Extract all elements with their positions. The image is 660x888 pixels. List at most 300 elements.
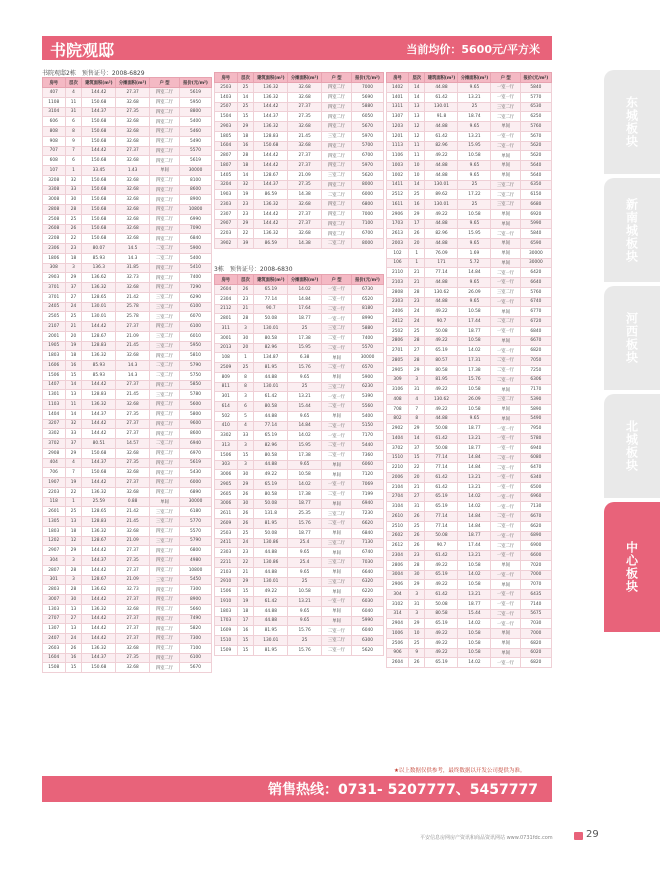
table-cell: 5770 bbox=[180, 517, 212, 527]
table-cell: 144.42 bbox=[254, 209, 288, 219]
table-cell: 37 bbox=[65, 439, 82, 449]
table-cell: 三室二厅 bbox=[491, 287, 520, 297]
table-cell: 32.68 bbox=[116, 117, 150, 127]
table-cell: 2906 bbox=[387, 580, 409, 590]
table-cell: 四室二厅 bbox=[150, 214, 180, 224]
table-cell: 9600 bbox=[180, 419, 212, 429]
table-cell: 8000 bbox=[352, 180, 384, 190]
table-cell: 7090 bbox=[180, 224, 212, 234]
table-cell: 四室二厅 bbox=[150, 624, 180, 634]
table-cell: 6900 bbox=[520, 541, 551, 551]
table-cell: 14.38 bbox=[288, 190, 322, 200]
table-cell: 6350 bbox=[520, 180, 551, 190]
table-cell: 16 bbox=[65, 653, 82, 663]
table-cell: 四室二厅 bbox=[150, 458, 180, 468]
table-cell: 150.68 bbox=[82, 663, 116, 673]
table-row bbox=[43, 536, 212, 546]
table-cell: 2805 bbox=[387, 356, 409, 366]
table-cell: 30000 bbox=[180, 497, 212, 507]
column-header: 分摊面积(m²) bbox=[288, 275, 322, 285]
table-cell: 14.3 bbox=[116, 370, 150, 380]
table-row bbox=[215, 548, 384, 558]
column-header: 分摊面积(m²) bbox=[116, 78, 150, 88]
table-cell: 9.65 bbox=[458, 239, 491, 249]
column-header: 房号 bbox=[215, 73, 238, 83]
table-cell: 150.68 bbox=[82, 224, 116, 234]
table-cell: 3702 bbox=[43, 439, 66, 449]
table-cell: 14 bbox=[409, 434, 425, 444]
table-cell: 7300 bbox=[180, 585, 212, 595]
table-cell: 131.8 bbox=[254, 509, 288, 519]
table-cell: 49.22 bbox=[425, 629, 458, 639]
table-cell: 单间 bbox=[491, 404, 520, 414]
table-cell: 一室一厅 bbox=[491, 570, 520, 580]
table-cell: 7230 bbox=[352, 509, 384, 519]
table-row bbox=[215, 587, 384, 597]
table-row bbox=[387, 560, 552, 570]
table-cell: 26 bbox=[409, 541, 425, 551]
table-cell: 3006 bbox=[215, 470, 238, 480]
tab-hexi[interactable]: 河西板块 bbox=[604, 286, 660, 390]
tab-east-city[interactable]: 东城板块 bbox=[604, 70, 660, 174]
table-cell: 25 bbox=[288, 577, 322, 587]
table-row bbox=[215, 200, 384, 210]
table-cell: 802 bbox=[387, 414, 409, 424]
table-row bbox=[215, 489, 384, 499]
table-row bbox=[43, 224, 212, 234]
table-row bbox=[387, 414, 552, 424]
table-cell: 四室二厅 bbox=[322, 112, 352, 122]
table-cell: 50.08 bbox=[254, 499, 288, 509]
table-cell: 2411 bbox=[215, 538, 238, 548]
table-cell: 31.85 bbox=[116, 263, 150, 273]
table-cell: 44.88 bbox=[425, 414, 458, 424]
table-cell: 130.01 bbox=[254, 382, 288, 392]
table-cell: 15 bbox=[237, 645, 254, 655]
table-row bbox=[43, 468, 212, 478]
table-row bbox=[215, 392, 384, 402]
table-cell: 6940 bbox=[520, 443, 551, 453]
table-cell: 25 bbox=[288, 324, 322, 334]
table-cell: 906 bbox=[387, 648, 409, 658]
tab-center[interactable]: 中心板块 bbox=[604, 502, 660, 632]
table-cell: 29 bbox=[65, 448, 82, 458]
table-cell: 16 bbox=[237, 141, 254, 151]
table-cell: 5750 bbox=[180, 370, 212, 380]
table-cell: 18.74 bbox=[458, 112, 491, 122]
table-cell: 144.42 bbox=[82, 322, 116, 332]
table-cell: 25 bbox=[65, 507, 82, 517]
table-row bbox=[43, 117, 212, 127]
table-cell: 单间 bbox=[322, 587, 352, 597]
table-row bbox=[43, 302, 212, 312]
table-cell: 708 bbox=[387, 404, 409, 414]
table-cell: 23 bbox=[237, 548, 254, 558]
column-header: 层次 bbox=[65, 78, 82, 88]
table-cell: 6740 bbox=[352, 548, 384, 558]
table-cell: 二室一厅 bbox=[322, 402, 352, 412]
table-cell: 20 bbox=[409, 239, 425, 249]
table-row bbox=[43, 517, 212, 527]
table-cell: 50.08 bbox=[425, 599, 458, 609]
table-cell: 26 bbox=[237, 519, 254, 529]
table-cell: 6820 bbox=[520, 346, 551, 356]
table-cell: 29 bbox=[65, 546, 82, 556]
table-cell: 8800 bbox=[180, 107, 212, 117]
table-cell: 44.88 bbox=[254, 606, 288, 616]
table-cell: 6306 bbox=[520, 375, 551, 385]
table-cell: 一室一厅 bbox=[491, 473, 520, 483]
table-cell: 27.37 bbox=[288, 209, 322, 219]
table-cell: 6680 bbox=[520, 200, 551, 210]
table-cell: 1510 bbox=[215, 636, 238, 646]
table-cell: 单间 bbox=[491, 629, 520, 639]
table-cell: 9.65 bbox=[288, 411, 322, 421]
table-cell: 5460 bbox=[180, 127, 212, 137]
table-cell: 29 bbox=[65, 273, 82, 283]
table-row bbox=[387, 648, 552, 658]
table-cell: 21 bbox=[409, 482, 425, 492]
table-cell: 8 bbox=[409, 414, 425, 424]
table-cell: 14 bbox=[409, 83, 425, 93]
table-cell: 128.67 bbox=[82, 331, 116, 341]
table-cell: 14.84 bbox=[458, 512, 491, 522]
table-cell: 16 bbox=[409, 200, 425, 210]
table-row bbox=[387, 375, 552, 385]
table-cell: 6500 bbox=[520, 482, 551, 492]
table-row bbox=[215, 92, 384, 102]
table-cell: 33 bbox=[65, 185, 82, 195]
table-row bbox=[387, 336, 552, 346]
table-cell: 6640 bbox=[352, 567, 384, 577]
table-cell: 15 bbox=[65, 370, 82, 380]
table-row bbox=[387, 492, 552, 502]
table-cell: 61.42 bbox=[425, 473, 458, 483]
column-header: 户 型 bbox=[322, 275, 352, 285]
table-cell: 14.3 bbox=[116, 253, 150, 263]
table-cell: 23 bbox=[409, 551, 425, 561]
table-cell: 三室二厅 bbox=[322, 382, 352, 392]
table-cell: 5570 bbox=[352, 343, 384, 353]
table-cell: 150.68 bbox=[82, 185, 116, 195]
table-row bbox=[215, 567, 384, 577]
table-cell: 14.84 bbox=[458, 463, 491, 473]
table-cell: 44.88 bbox=[425, 239, 458, 249]
table-cell: 7050 bbox=[520, 356, 551, 366]
table-cell: 30 bbox=[65, 195, 82, 205]
table-cell: 6 bbox=[237, 402, 254, 412]
table-cell: 四室二厅 bbox=[150, 419, 180, 429]
table-cell: 四室二厅 bbox=[150, 546, 180, 556]
table-cell: 144.42 bbox=[82, 478, 116, 488]
table-cell: 单间 bbox=[491, 209, 520, 219]
table-row bbox=[43, 478, 212, 488]
table-cell: 2611 bbox=[215, 509, 238, 519]
table-cell: 2003 bbox=[387, 239, 409, 249]
table-cell: 15.76 bbox=[288, 363, 322, 373]
table-cell: 311 bbox=[215, 324, 238, 334]
table-cell: 18.77 bbox=[458, 326, 491, 336]
table-cell: 单间 bbox=[322, 616, 352, 626]
table-cell: 27.35 bbox=[116, 409, 150, 419]
table-cell: 49.22 bbox=[425, 404, 458, 414]
table-cell: 四室二厅 bbox=[150, 205, 180, 215]
table-row bbox=[43, 273, 212, 283]
table-cell: 一室一厅 bbox=[491, 599, 520, 609]
table-cell: 二室一厅 bbox=[491, 463, 520, 473]
table-cell: 一室一厅 bbox=[322, 285, 352, 295]
table-cell: 44.88 bbox=[254, 411, 288, 421]
table-cell: 2512 bbox=[387, 190, 409, 200]
table-cell: 6700 bbox=[352, 229, 384, 239]
table-cell: 5760 bbox=[520, 287, 551, 297]
table-cell: 二室一厅 bbox=[322, 626, 352, 636]
table-cell: 14.02 bbox=[288, 431, 322, 441]
table-cell: 17.38 bbox=[288, 333, 322, 343]
table-row bbox=[43, 292, 212, 302]
table-cell: 6000 bbox=[352, 190, 384, 200]
table-cell: 2612 bbox=[387, 541, 409, 551]
table-cell: 150.68 bbox=[82, 205, 116, 215]
table-cell: 90.7 bbox=[425, 541, 458, 551]
table-cell: 16 bbox=[65, 361, 82, 371]
table-cell: 7100 bbox=[352, 219, 384, 229]
table-cell: 1.69 bbox=[458, 248, 491, 258]
table-cell: 18 bbox=[65, 351, 82, 361]
table-cell: 5700 bbox=[352, 141, 384, 151]
table-cell: 102 bbox=[387, 248, 409, 258]
table-row bbox=[215, 421, 384, 431]
table-cell: 26 bbox=[409, 229, 425, 239]
footer-text: 平安信息房网房产资讯和商品资讯网站 www.0731fdc.com bbox=[420, 835, 553, 841]
table-cell: 2405 bbox=[43, 302, 66, 312]
table-row bbox=[387, 268, 552, 278]
table-cell: 50.08 bbox=[254, 528, 288, 538]
table-cell: 65.19 bbox=[254, 480, 288, 490]
table-cell: 四室二厅 bbox=[150, 146, 180, 156]
column-header: 房号 bbox=[43, 78, 66, 88]
table-cell: 49.22 bbox=[425, 560, 458, 570]
table-cell: 3 bbox=[237, 441, 254, 451]
table-cell: 8900 bbox=[180, 195, 212, 205]
table-cell: 50.08 bbox=[425, 531, 458, 541]
table-cell: 31 bbox=[65, 107, 82, 117]
table-cell: 27.35 bbox=[116, 107, 150, 117]
table-cell: 2604 bbox=[215, 285, 238, 295]
table-cell: 二室一厅 bbox=[491, 609, 520, 619]
table-cell: 14 bbox=[65, 409, 82, 419]
table-cell: 3106 bbox=[387, 385, 409, 395]
table-row bbox=[387, 180, 552, 190]
table-cell: 65.19 bbox=[425, 346, 458, 356]
table-cell: 130.01 bbox=[254, 636, 288, 646]
table-cell: 407 bbox=[43, 88, 66, 98]
table-cell: 30000 bbox=[352, 353, 384, 363]
table-cell: 2203 bbox=[43, 487, 66, 497]
table-row bbox=[215, 180, 384, 190]
table-cell: 三室二厅 bbox=[322, 170, 352, 180]
table-cell: 9.65 bbox=[288, 567, 322, 577]
table-cell: 三室二厅 bbox=[322, 577, 352, 587]
table-cell: 四室二厅 bbox=[322, 151, 352, 161]
table-cell: 6820 bbox=[520, 638, 551, 648]
table-row bbox=[387, 619, 552, 629]
table-cell: 1907 bbox=[43, 478, 66, 488]
table-cell: 5410 bbox=[180, 263, 212, 273]
table-row bbox=[43, 380, 212, 390]
table-cell: 30 bbox=[409, 570, 425, 580]
table-cell: 65.19 bbox=[425, 502, 458, 512]
table-cell: 61.42 bbox=[425, 551, 458, 561]
table-cell: 2103 bbox=[215, 567, 238, 577]
table-cell: 2601 bbox=[43, 507, 66, 517]
table-cell: 6000 bbox=[180, 478, 212, 488]
table-cell: 9.65 bbox=[458, 161, 491, 171]
table-cell: 四室二厅 bbox=[150, 195, 180, 205]
table-cell: 单间 bbox=[491, 239, 520, 249]
table-cell: 3701 bbox=[43, 292, 66, 302]
table-cell: 1508 bbox=[43, 663, 66, 673]
table-cell: 6320 bbox=[352, 577, 384, 587]
table-cell: 6990 bbox=[180, 214, 212, 224]
table-cell: 21.42 bbox=[116, 292, 150, 302]
table-row bbox=[43, 195, 212, 205]
table-cell: 130.01 bbox=[425, 180, 458, 190]
table-cell: 5675 bbox=[520, 609, 551, 619]
table-cell: 7020 bbox=[520, 560, 551, 570]
table-cell: 2903 bbox=[43, 273, 66, 283]
table-cell: 136.32 bbox=[82, 400, 116, 410]
table-cell: 3 bbox=[65, 556, 82, 566]
table-cell: 130.62 bbox=[425, 287, 458, 297]
table-cell: 136.3 bbox=[82, 263, 116, 273]
table-cell: 3 bbox=[409, 375, 425, 385]
table-cell: 9.65 bbox=[458, 414, 491, 424]
tab-new-south-city[interactable]: 新南城板块 bbox=[604, 178, 660, 282]
table-row bbox=[387, 404, 552, 414]
table-cell: 1604 bbox=[215, 141, 238, 151]
table-cell: 7 bbox=[409, 404, 425, 414]
table-row bbox=[215, 450, 384, 460]
table-cell: 80.58 bbox=[254, 402, 288, 412]
table-row bbox=[43, 107, 212, 117]
table-cell: 21.09 bbox=[116, 331, 150, 341]
table-cell: 2508 bbox=[43, 214, 66, 224]
table-cell: 27.37 bbox=[116, 419, 150, 429]
table-cell: 26 bbox=[237, 509, 254, 519]
table-cell: 27.37 bbox=[116, 546, 150, 556]
table-row bbox=[43, 439, 212, 449]
table-cell: 2507 bbox=[215, 102, 238, 112]
table-cell: 11 bbox=[409, 141, 425, 151]
table-cell: 13.21 bbox=[458, 551, 491, 561]
table-cell: 6770 bbox=[520, 307, 551, 317]
table-cell: 1402 bbox=[387, 83, 409, 93]
table-cell: 8100 bbox=[180, 175, 212, 185]
table-cell: 7000 bbox=[520, 629, 551, 639]
table-cell: 二室二厅 bbox=[491, 541, 520, 551]
table-cell: 5620 bbox=[352, 645, 384, 655]
column-header: 层次 bbox=[409, 73, 425, 83]
table-cell: 9.65 bbox=[458, 297, 491, 307]
table-cell: 二室一厅 bbox=[491, 229, 520, 239]
tab-north-city[interactable]: 北城板块 bbox=[604, 394, 660, 498]
table-cell: 5840 bbox=[520, 83, 551, 93]
table-row bbox=[387, 521, 552, 531]
page-number: 29 bbox=[586, 829, 599, 840]
table-cell: 三室二厅 bbox=[150, 517, 180, 527]
table-cell: 14.84 bbox=[458, 268, 491, 278]
table-cell: 5840 bbox=[520, 229, 551, 239]
table-cell: 9.65 bbox=[458, 219, 491, 229]
table-cell: 22 bbox=[65, 487, 82, 497]
table-row bbox=[43, 624, 212, 634]
table-cell: 2510 bbox=[387, 521, 409, 531]
table-cell: 一室一厅 bbox=[322, 314, 352, 324]
table-cell: 27.37 bbox=[116, 478, 150, 488]
table-cell: 四室二厅 bbox=[150, 487, 180, 497]
table-cell: 1 bbox=[65, 497, 82, 507]
column-header: 房号 bbox=[387, 73, 409, 83]
table-cell: 150.68 bbox=[82, 468, 116, 478]
table-cell: 9.65 bbox=[288, 372, 322, 382]
table-cell: 四室二厅 bbox=[150, 429, 180, 439]
column-header: 层次 bbox=[237, 275, 254, 285]
table-row bbox=[387, 346, 552, 356]
table-row bbox=[387, 570, 552, 580]
table-cell: 9.65 bbox=[458, 122, 491, 132]
table-cell: 3001 bbox=[215, 333, 238, 343]
table-cell: 一室一厅 bbox=[491, 658, 520, 668]
table-cell: 27.35 bbox=[288, 180, 322, 190]
table-cell: 10.58 bbox=[458, 209, 491, 219]
table-cell: 6100 bbox=[180, 322, 212, 332]
table-cell: 21 bbox=[409, 278, 425, 288]
table-cell: 32.68 bbox=[288, 92, 322, 102]
table-row bbox=[215, 480, 384, 490]
table-cell: 二室一厅 bbox=[491, 375, 520, 385]
table-cell: 5640 bbox=[520, 170, 551, 180]
table-cell: 5430 bbox=[180, 468, 212, 478]
table-cell: 6740 bbox=[520, 297, 551, 307]
table-cell: 2506 bbox=[387, 638, 409, 648]
table-row bbox=[43, 663, 212, 673]
table-cell: 3 bbox=[237, 392, 254, 402]
table-cell: 14.02 bbox=[458, 570, 491, 580]
table-cell: 37 bbox=[65, 283, 82, 293]
table-row bbox=[43, 175, 212, 185]
table-cell: 四室二厅 bbox=[322, 219, 352, 229]
table-cell: 30 bbox=[237, 470, 254, 480]
table-cell: 3902 bbox=[215, 239, 238, 249]
table-cell: 18.77 bbox=[458, 599, 491, 609]
table-cell: 17.38 bbox=[458, 365, 491, 375]
table-row bbox=[387, 385, 552, 395]
table-cell: 150.68 bbox=[254, 141, 288, 151]
table-cell: 一室一厅 bbox=[322, 597, 352, 607]
table-row bbox=[387, 92, 552, 102]
table-cell: 3008 bbox=[43, 195, 66, 205]
table-cell: 6040 bbox=[352, 606, 384, 616]
table-cell: 6730 bbox=[352, 285, 384, 295]
table-cell: 四室二厅 bbox=[322, 83, 352, 93]
table-cell: 三室二厅 bbox=[322, 538, 352, 548]
table-cell: 2112 bbox=[215, 304, 238, 314]
table-cell: 四室二厅 bbox=[150, 448, 180, 458]
table-row bbox=[215, 538, 384, 548]
table-cell: 一室一厅 bbox=[491, 492, 520, 502]
table-cell: 10 bbox=[409, 161, 425, 171]
